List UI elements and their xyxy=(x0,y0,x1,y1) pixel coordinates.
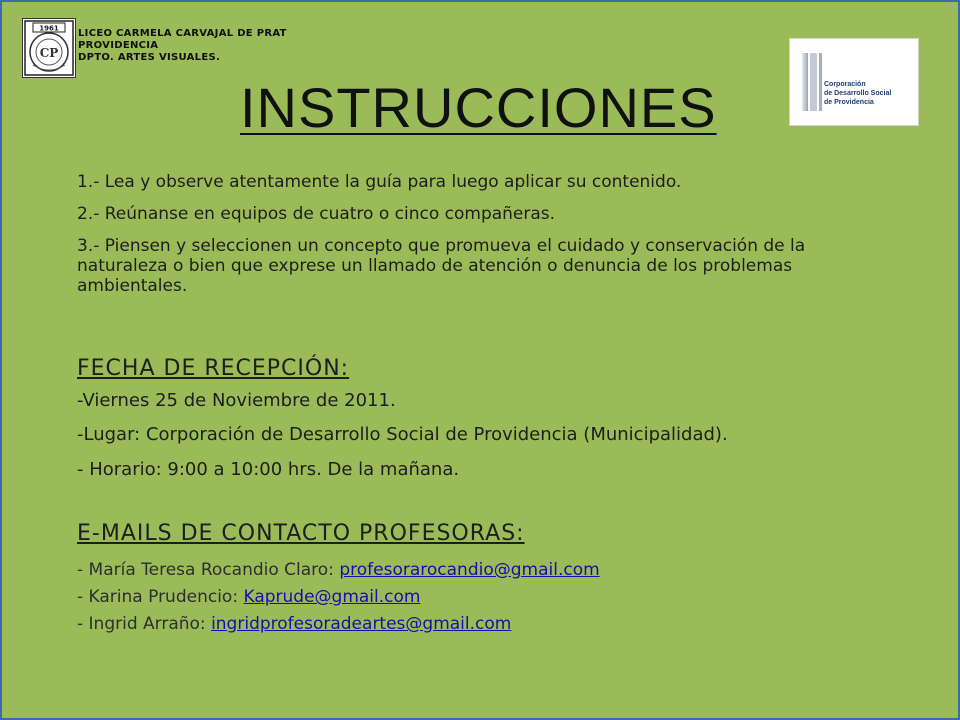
contact-name: - Karina Prudencio: xyxy=(77,587,244,607)
school-commune: PROVIDENCIA xyxy=(78,40,159,51)
email-link[interactable]: Kaprude@gmail.com xyxy=(243,587,421,607)
school-department: DPTO. ARTES VISUALES. xyxy=(78,52,221,63)
email-link[interactable]: ingridprofesoradeartes@gmail.com xyxy=(211,614,512,634)
contact-name: - María Teresa Rocandio Claro: xyxy=(77,560,340,580)
corporation-name: Corporación de Desarrollo Social de Providencia xyxy=(824,81,892,106)
contact-item xyxy=(77,614,511,634)
email-link[interactable]: profesorarocandio@gmail.com xyxy=(339,560,600,580)
reception-date: -Viernes 25 de Noviembre de 2011. xyxy=(77,390,396,411)
contacts-heading: E-MAILS DE CONTACTO PROFESORAS: xyxy=(77,521,525,546)
reception-time: - Horario: 9:00 a 10:00 hrs. De la mañana. xyxy=(77,459,460,480)
instruction-2: 2.- Reúnanse en equipos de cuatro o cinco compañeras. xyxy=(77,204,556,224)
reception-place: -Lugar: Corporación de Desarrollo Social de Providencia (Municipalidad). xyxy=(77,424,728,445)
page-title: INSTRUCCIONES xyxy=(240,76,717,139)
contact-name: - Ingrid Arraño: xyxy=(77,614,212,634)
svg-text:1961: 1961 xyxy=(39,24,59,33)
reception-heading: FECHA DE RECEPCIÓN: xyxy=(77,356,350,381)
school-seal-logo xyxy=(22,18,76,78)
school-info xyxy=(78,28,287,64)
contact-item xyxy=(77,587,420,607)
school-name: LICEO CARMELA CARVAJAL DE PRAT xyxy=(78,28,287,39)
instruction-1: 1.- Lea y observe atentamente la guía para luego aplicar su contenido. xyxy=(77,172,682,192)
contact-item xyxy=(77,560,600,580)
svg-text:CP: CP xyxy=(39,46,59,60)
instruction-3: 3.- Piensen y seleccionen un concepto que promueva el cuidado y conservación de la naturaleza o bien que exprese un llamado de atención o denuncia de los problemas ambientales. xyxy=(77,236,806,296)
